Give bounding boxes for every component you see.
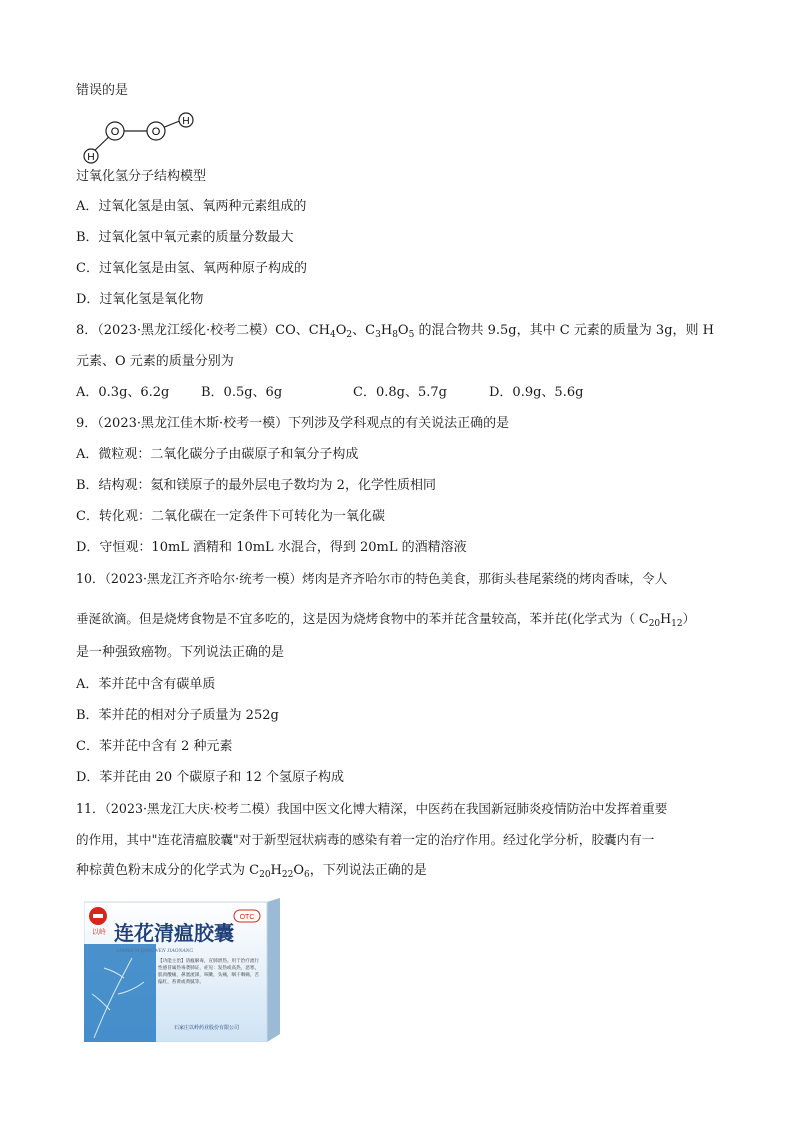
q11-stem-line2: 的作用，其中"连花清瘟胶囊"对于新型冠状病毒的感染有着一定的治疗作用。经过化学分析，胶囊内有一 [76, 832, 655, 847]
box-title: 连花清瘟胶囊 [114, 921, 234, 945]
q8-stem: 8．（2023·黑龙江绥化·校考二模）CO、$CH_4O_2$、$C_3H_8O_5$ 的混合物共 9.5g，其中 C 元素的质量为 3g，则 H [76, 323, 714, 340]
q9-option-c: C．转化观：二氧化碳在一定条件下可转化为一氧化碳 [76, 509, 385, 524]
q7-option-d: D．过氧化氢是氧化物 [76, 292, 204, 307]
atom-h-left: H [87, 152, 95, 163]
q8-option-d: D．0.9g、5.6g [489, 385, 584, 400]
q11-stem-line3: 种棕黄色粉末成分的化学式为 $C_{20}H_{22}O_6$，下列说法正确的是 [76, 863, 427, 880]
q9-option-a: A．微粒观：二氧化碳分子由碳原子和氧分子构成 [76, 447, 359, 462]
q10-stem-line1: 10．（2023·黑龙江齐齐哈尔·统考一模）烤肉是齐齐哈尔市的特色美食，那街头巷尾萦绕的烤肉香味，令人 [76, 571, 668, 586]
q8-option-a: A．0.3g、6.2g [76, 385, 170, 400]
box-indications: 【功能主治】清瘟解毒，宣肺泄热。用于治疗流行性感冒属热毒袭肺证，症见：发热或高热，恶寒，肌肉酸痛，鼻塞流涕，咳嗽，头痛，咽干咽痛，舌偏红，苔黄或黄腻等。 [158, 959, 260, 985]
atom-h-right: H [182, 116, 190, 127]
q10-option-c: C．苯并芘中含有 2 种元素 [76, 739, 233, 754]
brand-logo-text: 以岭 [92, 928, 106, 936]
q10-option-a: A．苯并芘中含有碳单质 [76, 677, 216, 692]
q10-option-b: B．苯并芘的相对分子质量为 252g [76, 708, 279, 723]
q7-stem-tail: 错误的是 [76, 83, 129, 98]
lianhua-qingwen-box-image [84, 898, 280, 1042]
q10-stem-line3: 是一种强致癌物。下列说法正确的是 [76, 645, 285, 660]
box-manufacturer: 石家庄以岭药业股份有限公司 [174, 1025, 240, 1031]
q11-stem-line1: 11．（2023·黑龙江大庆·校考二模）我国中医文化博大精深，中医药在我国新冠肺炎疫情防治中发挥着重要 [76, 801, 668, 816]
q7-option-c: C．过氧化氢是由氢、氧两种原子构成的 [76, 261, 307, 276]
q10-stem-line2: 垂涎欲滴。但是烧烤食物是不宜多吃的，这是因为烧烤食物中的苯并芘含量较高，苯并芘(化学式为（ $C_{20}H_{12}$） [76, 611, 696, 629]
box-pinyin: LIANHUA QINGWEN JIAONANG [116, 948, 194, 954]
q8-option-b: B．0.5g、6g [201, 385, 283, 400]
q9-option-b: B．结构观：氦和镁原子的最外层电子数均为 2，化学性质相同 [76, 478, 436, 493]
q9-option-d: D．守恒观：10mL 酒精和 10mL 水混合，得到 20mL 的酒精溶液 [76, 540, 467, 555]
q8-option-c: C．0.8g、5.7g [353, 385, 447, 400]
otc-badge: OTC [239, 914, 255, 921]
atom-o-left: O [110, 126, 120, 138]
atom-o-right: O [151, 126, 161, 138]
q7-figure-caption: 过氧化氢分子结构模型 [76, 169, 207, 184]
q10-option-d: D．苯并芘由 20 个碳原子和 12 个氢原子构成 [76, 770, 345, 785]
q9-stem: 9．（2023·黑龙江佳木斯·校考一模）下列涉及学科观点的有关说法正确的是 [76, 416, 510, 431]
q7-option-b: B．过氧化氢中氧元素的质量分数最大 [76, 230, 294, 245]
q8-stem-line2: 元素、O 元素的质量分别为 [76, 354, 234, 369]
q7-option-a: A．过氧化氢是由氢、氧两种元素组成的 [76, 199, 307, 214]
hydrogen-peroxide-model [78, 110, 200, 166]
